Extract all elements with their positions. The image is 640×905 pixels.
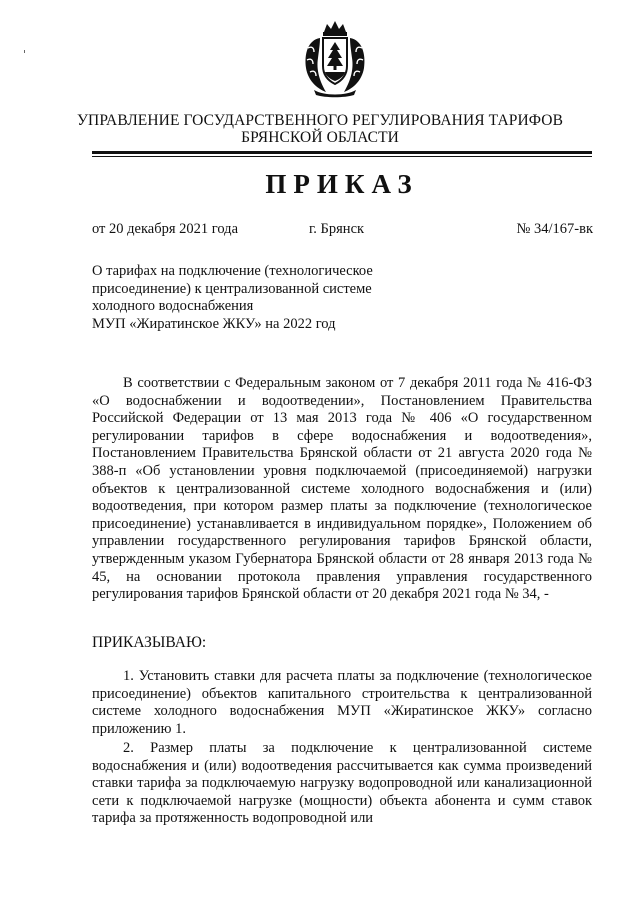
subject-line: О тарифах на подключение (технологическое (92, 263, 373, 279)
header-divider-thin (92, 156, 592, 157)
scan-artifact (24, 50, 25, 53)
subject-line: МУП «Жиратинское ЖКУ» на 2022 год (92, 315, 336, 332)
order-item-1: 1. Установить ставки для расчета платы за подключение (технологическое присоединение) объектов капитального строительства к централизованной системе холодного водоснабжения МУП «Жиратинское ЖКУ» согласно приложению 1. (92, 668, 592, 737)
document-number: № 34/167-вк (516, 221, 593, 237)
preamble-paragraph: В соответствии с Федеральным законом от 7 декабря 2011 года № 416-ФЗ «О водоснабжении и водоотведении», Постановлением Правительства Российской Федерации от 13 мая 2013 года № 406 «О государственном регулировании тарифов в сфере водоснабжения и водоотведения», Постановлением Правительства Брянской области от 21 августа 2020 года № 388-п «Об установлении уровня подключаемой (присоединяемой) нагрузки объектов к централизованной системе холодного водоснабжения и (или) водоотведения, при котором размер платы за подключение (технологическое присоединение) устанавливается в индивидуальном порядке», Положением об управлении государственного регулирования тарифов Брянской области, утвержденным указом Губернатора Брянской области от 28 января 2013 года № 45, на основании протокола правления управления государственного регулирования тарифов Брянской области от 20 декабря 2021 года № 34, - (92, 375, 592, 603)
subject-line: холодного водоснабжения (92, 298, 254, 314)
order-heading: ПРИКАЗЫВАЮ: (92, 634, 207, 651)
header-divider-thick (92, 151, 592, 154)
document-city: г. Брянск (309, 221, 365, 237)
document-subject (92, 263, 422, 333)
order-item-2: 2. Размер платы за подключение к централизованной системе водоснабжения и (или) водоотведения рассчитывается как сумма произведений ставки тарифа за подключаемую нагрузку водопроводной или канализационной сети к подключаемой нагрузке (мощности) объекта абонента и сумм ставок тарифа за протяженность водопроводной или (92, 740, 592, 827)
coat-of-arms-icon (300, 18, 370, 98)
document-date: от 20 декабря 2021 года (92, 221, 238, 237)
subject-line: присоединение) к централизованной системе (92, 280, 372, 297)
document-title: ПРИКАЗ (265, 169, 419, 199)
organization-name-line-2: БРЯНСКОЙ ОБЛАСТИ (241, 129, 399, 146)
organization-name-line-1: УПРАВЛЕНИЕ ГОСУДАРСТВЕННОГО РЕГУЛИРОВАНИЯ ТАРИФОВ (76, 112, 564, 129)
